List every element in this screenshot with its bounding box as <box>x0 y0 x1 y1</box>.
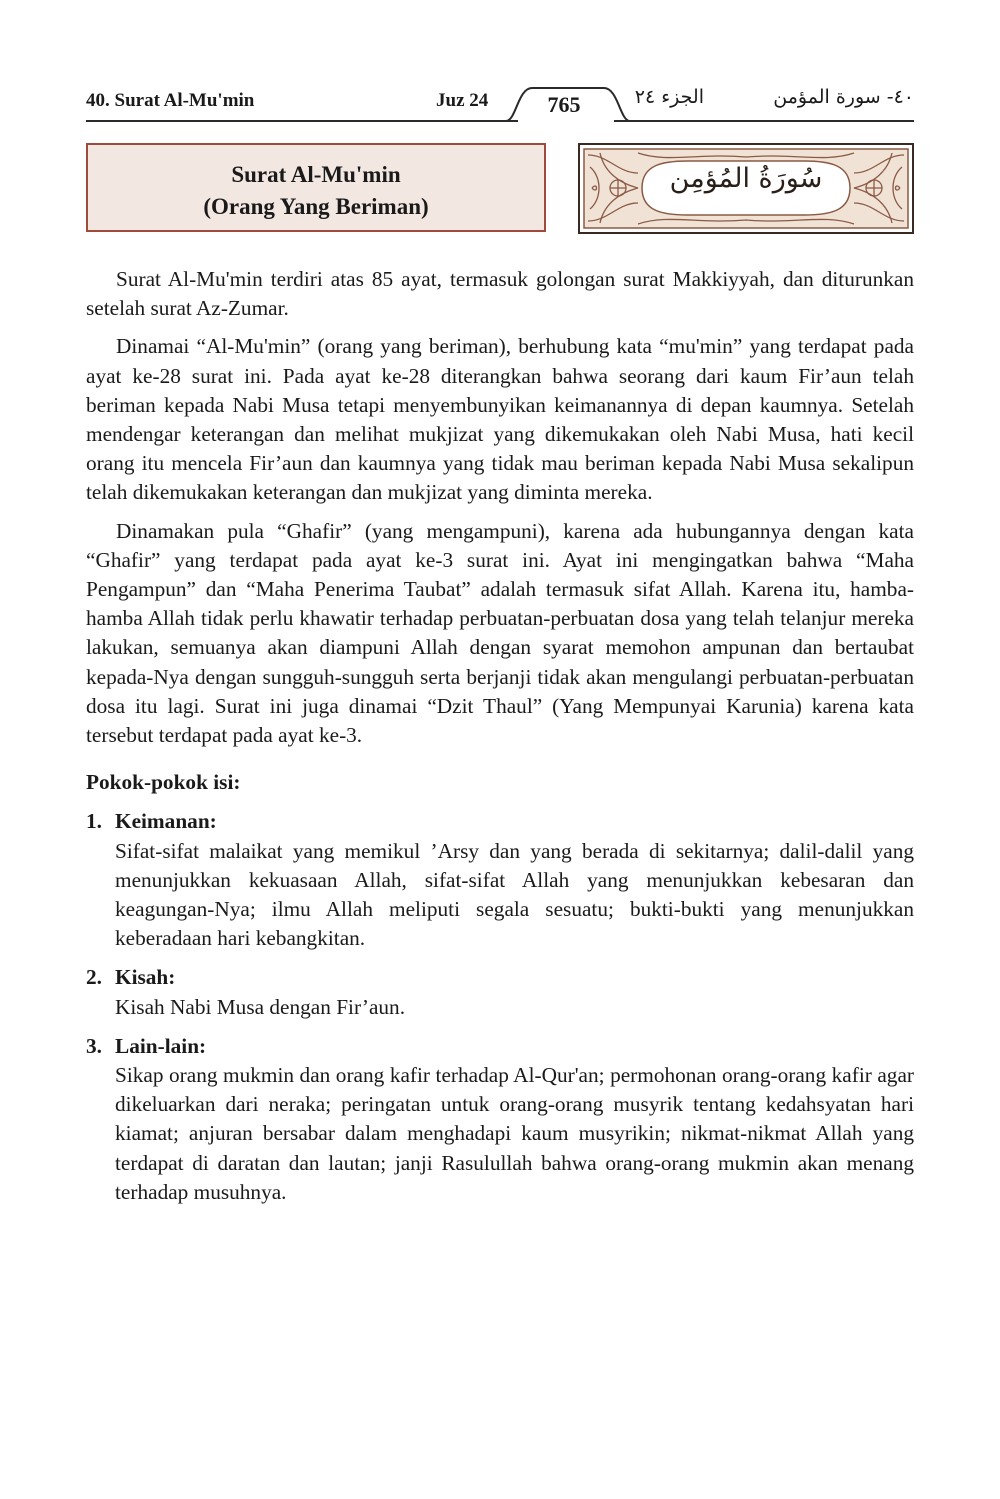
list-item <box>86 807 914 953</box>
list-item-title: Keimanan: <box>115 809 217 834</box>
list-item-number: 1. <box>86 809 102 834</box>
ornamental-surah-banner <box>578 143 914 234</box>
intro-paragraph: Surat Al-Mu'min terdiri atas 85 ayat, termasuk golongan surat Makkiyyah, dan diturunkan setelah surat Az-Zumar. <box>86 267 914 321</box>
page-number: 765 <box>547 92 581 117</box>
surah-title-box <box>86 143 546 232</box>
list-item-number: 2. <box>86 965 102 990</box>
header-rule-left <box>86 120 518 122</box>
list-item-number: 3. <box>86 1033 102 1058</box>
alt-naming-paragraph: Dinamakan pula “Ghafir” (yang mengampuni), karena ada hubungannya dengan kata “Ghafir” yang terdapat pada ayat ke-3 surat ini. Ayat ini mengingatkan bahwa “Maha Pengampun” dan “Maha Penerima Taubat” adalah termasuk sifat Allah. Karena itu, hamba-hamba Allah tidak perlu khawatir terhadap perbuatan-perbuatan dosa yang telah telanjur mereka lakukan, semuanya akan diampuni Allah dengan syarat memohon ampunan dan bertaubat kepada-Nya dengan sungguh-sungguh serta berjanji tidak akan mengulangi perbuatan-perbuatan dosa itu lagi. Surat ini juga dinamai “Dzit Thaul” (Yang Mempunyai Karunia) karena kata tersebut terdapat pada ayat ke-3. <box>86 518 914 748</box>
header-arabic-surah: ٤٠- سورة المؤمن <box>773 86 914 108</box>
list-item-text: Kisah Nabi Musa dengan Fir’aun. <box>115 994 406 1019</box>
list-item <box>86 1032 914 1207</box>
arabic-surah-title: سُورَةُ المُؤمِن <box>669 163 823 194</box>
list-item-title: Kisah: <box>115 965 176 990</box>
list-item-text: Sifat-sifat malaikat yang memikul ’Arsy dan yang berada di sekitarnya; dalil-dalil yang menunjukkan kekuasaan Allah, sifat-sifat Allah yang menunjukkan kebesaran dan keagungan-Nya; ilmu Allah meliputi segala sesuatu; bukti-bukti yang menunjukkan keberadaan hari kebangkitan. <box>115 838 914 951</box>
header-juz: Juz 24 <box>436 90 489 111</box>
surah-title: Surat Al-Mu'min <box>231 162 401 187</box>
running-header <box>86 86 914 126</box>
list-item <box>86 963 914 1021</box>
page-body <box>86 265 914 1217</box>
naming-paragraph: Dinamai “Al-Mu'min” (orang yang beriman), berhubung kata “mu'min” yang terdapat pada ayat ke-28 surat ini. Pada ayat ke-28 diterangkan bahwa seorang dari kaum Fir’aun telah beriman kepada Nabi Musa tetapi menyembunyikan keimanannya di depan kaumnya. Setelah mendengar keterangan dan melihat mukjizat yang dikemukakan oleh Nabi Musa, hati kecil orang itu mencela Fir’aun dan kaumnya yang tidak mau beriman kepada Nabi Musa sekalipun telah dikemukakan keterangan dan mukjizat yang diminta mereka. <box>86 334 914 505</box>
section-heading: Pokok-pokok isi: <box>86 770 241 795</box>
header-rule-right <box>614 120 914 122</box>
header-arabic-juz: الجزء ٢٤ <box>634 86 704 108</box>
surah-subtitle: (Orang Yang Beriman) <box>203 194 429 219</box>
list-item-heading <box>86 963 914 992</box>
list-item-title: Lain-lain: <box>115 1033 207 1058</box>
list-item-heading <box>86 807 914 836</box>
header-surah-title: 40. Surat Al-Mu'min <box>86 90 255 111</box>
list-item-text: Sikap orang mukmin dan orang kafir terhadap Al-Qur'an; permohonan orang-orang kafir agar dikeluarkan dari neraka; peringatan untuk orang-orang musyrik tentang kedahsyatan hari kiamat; anjuran bersabar dalam menghadapi kaum musyrikin; nikmat-nikmat Allah yang terdapat di daratan dan lautan; janji Rasulullah bahwa orang-orang mukmin akan menang terhadap musuhnya. <box>115 1063 914 1204</box>
list-item-heading <box>86 1032 914 1061</box>
